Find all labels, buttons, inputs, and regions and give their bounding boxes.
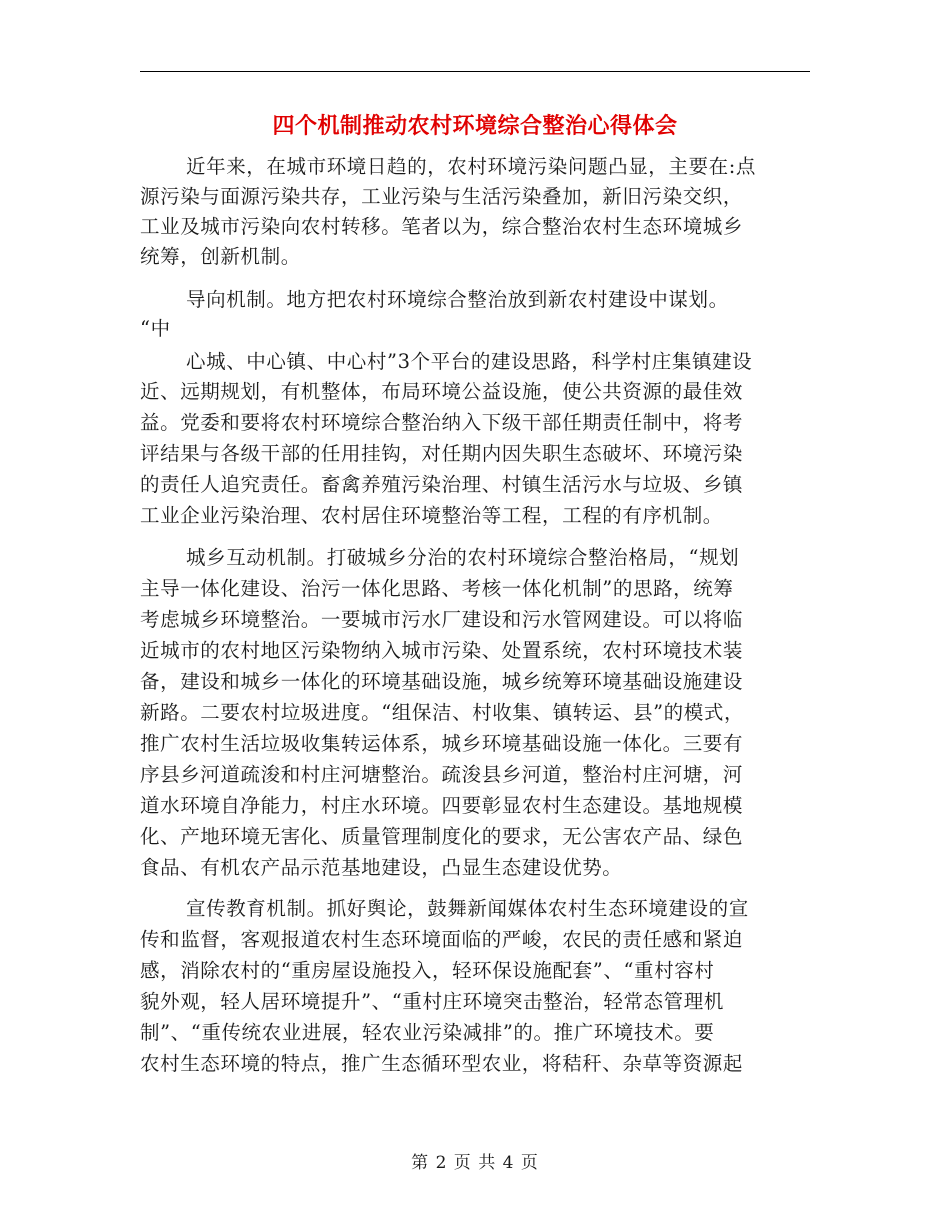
body-line: 传和监督，客观报道农村生态环境面临的严峻，农民的责任感和紧迫 (140, 928, 744, 951)
body-line: “中 (140, 317, 171, 340)
body-line: 近、远期规划，有机整体，布局环境公益设施，使公共资源的最佳效 (140, 380, 744, 403)
body-line: 主导一体化建设、治污一体化思路、考核一体化机制”的思路，统筹 (140, 577, 734, 600)
body-line: 工业及城市污染向农村转移。笔者以为，综合整治农村生态环境城乡 (140, 215, 744, 238)
body-line: 制”、“重传统农业进展，轻农业污染减排”的。推广环境技术。要 (140, 1021, 715, 1044)
body-line: 考虑城乡环境整治。一要城市污水厂建设和污水管网建设。可以将临 (140, 608, 744, 631)
body-line: 貌外观，轻人居环境提升”、“重村庄环境突击整治，轻常态管理机 (140, 990, 724, 1013)
body-line: 评结果与各级干部的任用挂钩，对任期内因失职生态破坏、环境污染 (140, 442, 744, 465)
body-line: 感，消除农村的“重房屋设施投入，轻环保设施配套”、“重村容村 (140, 959, 715, 982)
body-line: 宣传教育机制。抓好舆论，鼓舞新闻媒体农村生态环境建设的宣 (186, 897, 749, 920)
body-line: 推广农村生活垃圾收集转运体系，城乡环境基础设施一体化。三要有 (140, 732, 744, 755)
body-line: 的责任人追究责任。畜禽养殖污染治理、村镇生活污水与垃圾、乡镇 (140, 473, 744, 496)
page-number: 第 2 页 共 4 页 (411, 1153, 539, 1173)
body-line: 统筹，创新机制。 (140, 245, 301, 268)
body-line: 备，建设和城乡一体化的环境基础设施，城乡统筹环境基础设施建设 (140, 670, 744, 693)
body-line: 食品、有机农产品示范基地建设，凸显生态建设优势。 (140, 856, 623, 879)
body-line: 近年来，在城市环境日趋的，农村环境污染问题凸显，主要在:点 (186, 155, 756, 178)
body-line: 城乡互动机制。打破城乡分治的农村环境综合整治格局，“规划 (186, 546, 740, 569)
header-rule (140, 71, 810, 72)
body-line: 道水环境自净能力，村庄水环境。四要彰显农村生态建设。基地规模 (140, 794, 744, 817)
body-line: 化、产地环境无害化、质量管理制度化的要求，无公害农产品、绿色 (140, 825, 744, 848)
body-line: 工业企业污染治理、农村居住环境整治等工程，工程的有序机制。 (140, 504, 723, 527)
body-line: 新路。二要农村垃圾进度。“组保洁、村收集、镇转运、县”的模式， (140, 701, 745, 724)
body-line: 源污染与面源污染共存，工业污染与生活污染叠加，新旧污染交织， (140, 185, 744, 208)
document-title: 四个机制推动农村环境综合整治心得体会 (272, 113, 678, 139)
body-line: 心城、中心镇、中心村”3个平台的建设思路，科学村庄集镇建设 (186, 350, 753, 373)
body-line: 益。党委和要将农村环境综合整治纳入下级干部任期责任制中，将考 (140, 411, 744, 434)
body-line: 导向机制。地方把农村环境综合整治放到新农村建设中谋划。 (186, 288, 729, 311)
body-line: 序县乡河道疏浚和村庄河塘整治。疏浚县乡河道，整治村庄河塘，河 (140, 763, 744, 786)
body-line: 农村生态环境的特点，推广生态循环型农业，将秸秆、杂草等资源起 (140, 1052, 744, 1075)
body-line: 近城市的农村地区污染物纳入城市污染、处置系统，农村环境技术装 (140, 639, 744, 662)
